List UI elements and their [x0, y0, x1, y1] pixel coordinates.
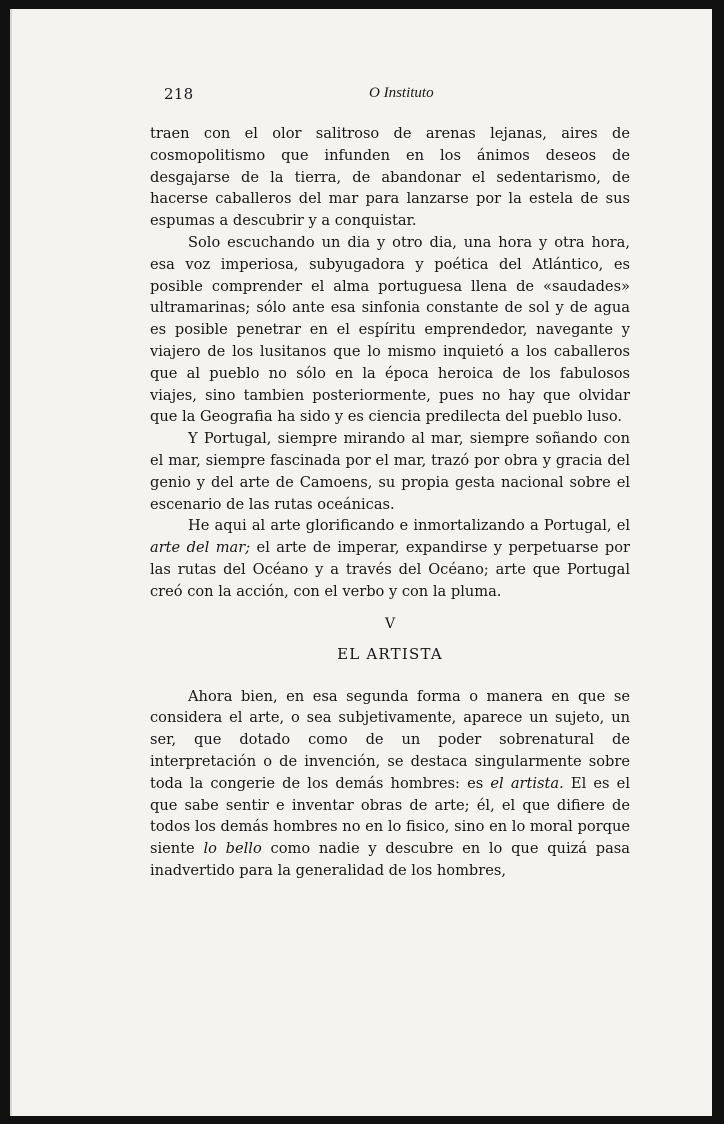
paragraph-arte-del-mar — [150, 515, 630, 602]
paragraph-el-artista — [150, 686, 630, 882]
emphasis-lo-bello: lo bello — [203, 840, 262, 858]
emphasis-arte-del-mar: arte del mar; — [150, 539, 251, 557]
paragraph-text: Ahora bien, en esa segunda forma o manera en que se considera el arte, o sea subjetivamente, aparece un sujeto, un ser, que dotado como de un poder sobrenatural de interpretación o de invención, se destaca singularmente sobre toda la congerie de los demás hombres: es — [150, 687, 630, 792]
section-title: EL ARTISTA — [337, 644, 443, 663]
body-text-upper — [150, 123, 630, 882]
page-number: 218 — [164, 85, 194, 103]
paragraph-text: El es el que sabe sentir e inventar obras de arte; él, el que difiere de todos los demás hombres no en lo fisico, sino en lo moral porque siente — [150, 774, 630, 858]
journal-title: O Instituto — [369, 85, 434, 101]
paragraph-continuation: traen con el olor salitroso de arenas lejanas, aires de cosmopolitismo que infunden en los ánimos deseos de desgajarse de la tierra, de abandonar el sedentarismo, de hacerse caballeros del mar para lanzarse por la estela de sus espumas a descubrir y a conquistar. — [150, 125, 630, 230]
paragraph-portugal: Y Portugal, siempre mirando al mar, siempre soñando con el mar, siempre fascinada por el mar, trazó por obra y gracia del genio y del arte de Camoens, su propia gesta nacional sobre el escenario de las rutas oceánicas. — [150, 430, 630, 513]
section-number: V — [384, 615, 396, 632]
running-head — [164, 85, 640, 109]
paragraph-text: el arte de imperar, expandirse y perpetuarse por las rutas del Océano y a través del Océano; arte que Portugal creó con la acción, con el verbo y con la pluma. — [150, 539, 630, 600]
emphasis-el-artista: el artista. — [490, 774, 564, 792]
paragraph-text: como nadie y descubre en lo que quizá pasa inadvertido para la generalidad de los hombres, — [150, 840, 630, 879]
paragraph-atlantic: Solo escuchando un dia y otro dia, una hora y otra hora, esa voz imperiosa, subyugadora y poética del Atlántico, es posible comprender el alma portuguesa llena de «saudades» ultramarinas; sólo ante esa sinfonia constante de sol y de agua es posible penetrar en el espíritu emprendedor, navegante y viajero de los lusitanos que lo mismo inquietó a los caballeros que al pueblo no sólo en la época heroica de los fabulosos viajes, sino tambien posteriormente, pues no hay que olvidar que la Geografia ha sido y es ciencia predilecta del pueblo luso. — [150, 233, 630, 426]
paragraph-text: He aqui al arte glorificando e inmortalizando a Portugal, el — [188, 517, 630, 535]
